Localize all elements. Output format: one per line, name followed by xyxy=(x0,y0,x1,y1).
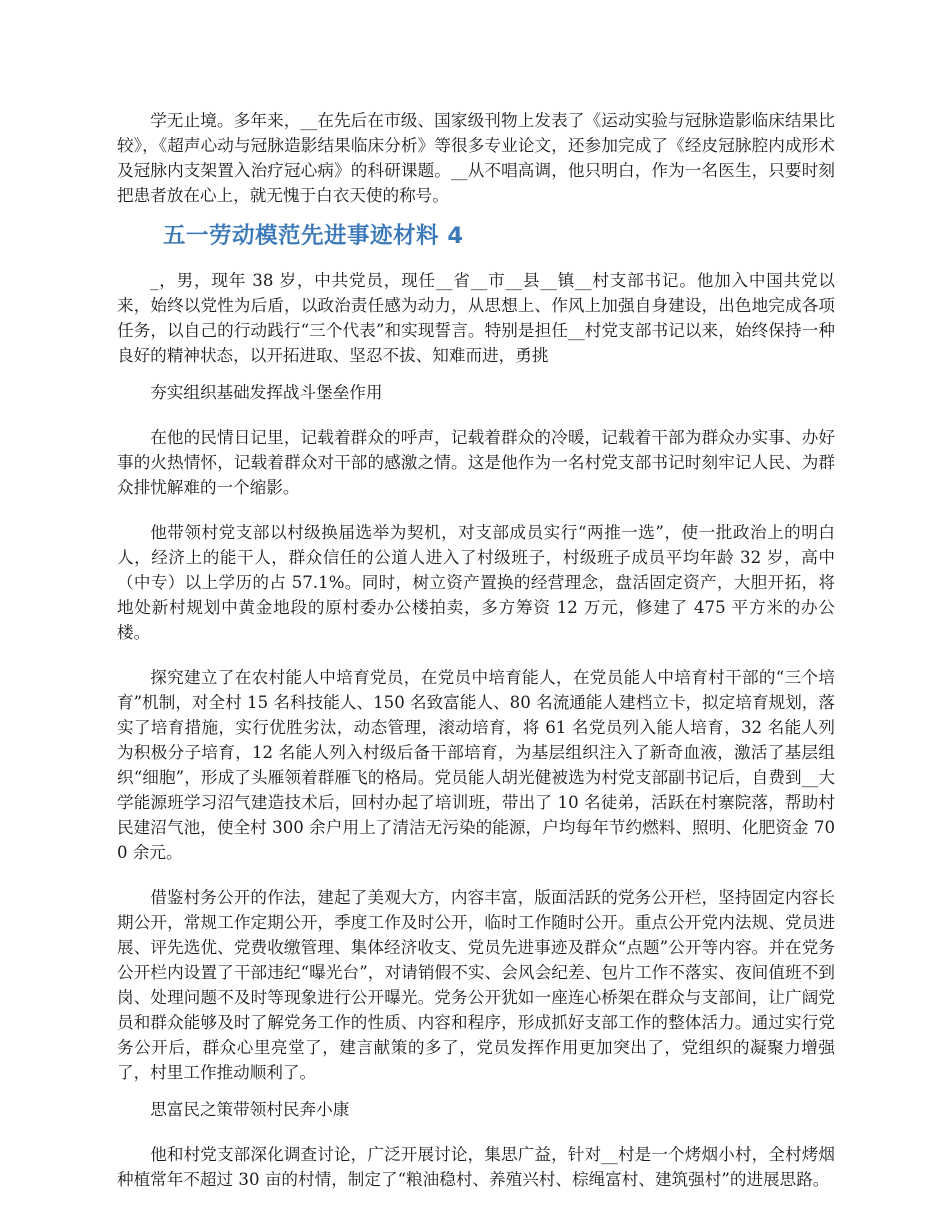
document-page xyxy=(117,108,835,1192)
paragraph: _，男，现年 38 岁，中共党员，现任__省__市__县__镇__村支部书记。他加入中国共党以来，始终以党性为后盾，以政治责任感为动力，从思想上、作风上加强自身建设，出色地完成各项任务，以自己的行动践行“三个代表”和实现誓言。特别是担任__村党支部书记以来，始终保持一种良好的精神状态，以开拓进取、坚忍不拔、知难而进，勇挑 xyxy=(117,271,835,365)
section-title: 五一劳动模范先进事迹材料 4 xyxy=(163,223,464,249)
subheading: 夯实组织基础发挥战斗堡垒作用 xyxy=(150,383,383,402)
intro-paragraph: 学无止境。多年来，__在先后在市级、国家级刊物上发表了《运动实验与冠脉造影临床结果比较》，《超声心动与冠脉造影结果临床分析》等很多专业论文，还参加完成了《经皮冠脉腔内成形术及冠脉内支架置入治疗冠心病》的科研课题。__从不唱高调，他只明白，作为一名医生，只要时刻把患者放在心上，就无愧于白衣天使的称号。 xyxy=(117,111,835,205)
paragraph: 他带领村党支部以村级换届选举为契机，对支部成员实行“两推一选”，使一批政治上的明白人，经济上的能干人，群众信任的公道人进入了村级班子，村级班子成员平均年龄 32 岁，高中（中专）以上学历的占 57.1%。同时，树立资产置换的经营理念，盘活固定资产，大胆开拓，将地处新村规划中黄金地段的原村委办公楼拍卖，多方筹资 12 万元，修建了 475 平方米的办公楼。 xyxy=(117,523,835,642)
paragraph: 他和村党支部深化调查讨论，广泛开展讨论，集思广益，针对__村是一个烤烟小村，全村烤烟种植常年不超过 30 亩的村情，制定了“粮油稳村、养殖兴村、棕绳富村、建筑强村”的进展思路。 xyxy=(117,1145,835,1189)
paragraph: 在他的民情日记里，记载着群众的呼声，记载着群众的冷暖，记载着干部为群众办实事、办好事的火热情怀，记载着群众对干部的感激之情。这是他作为一名村党支部书记时刻牢记人民、为群众排忧解难的一个缩影。 xyxy=(117,428,835,497)
paragraph: 借鉴村务公开的作法，建起了美观大方，内容丰富，版面活跃的党务公开栏，坚持固定内容长期公开，常规工作定期公开，季度工作及时公开，临时工作随时公开。重点公开党内法规、党员进展、评先选优、党费收缴管理、集体经济收支、党员先进事迹及群众“点题”公开等内容。并在党务公开栏内设置了干部违纪“曝光台”，对请销假不实、会风会纪差、包片工作不落实、夜间值班不到岗、处理问题不及时等现象进行公开曝光。党务公开犹如一座连心桥架在群众与支部间，让广阔党员和群众能够及时了解党务工作的性质、内容和程序，形成抓好支部工作的整体活力。通过实行党务公开后，群众心里亮堂了，建言献策的多了，党员发挥作用更加突出了，党组织的凝聚力增强了，村里工作推动顺利了。 xyxy=(117,888,835,1082)
subheading: 思富民之策带领村民奔小康 xyxy=(150,1100,350,1119)
paragraph: 探究建立了在农村能人中培育党员，在党员中培育能人，在党员能人中培育村干部的“三个培育”机制，对全村 15 名科技能人、150 名致富能人、80 名流通能人建档立卡，拟定培育规划，落实了培育措施，实行优胜劣汰，动态管理，滚动培育，将 61 名党员列入能人培育，32 名能人列为积极分子培育，12 名能人列入村级后备干部培育，为基层组织注入了新奇血液，激活了基层组织“细胞”，形成了头雁领着群雁飞的格局。党员能人胡光健被选为村党支部副书记后，自费到__大学能源班学习沼气建造技术后，回村办起了培训班，带出了 10 名徒弟，活跃在村寨院落，帮助村民建沼气池，使全村 300 余户用上了清洁无污染的能源，户均每年节约燃料、照明、化肥资金 700 余元。 xyxy=(117,668,835,862)
